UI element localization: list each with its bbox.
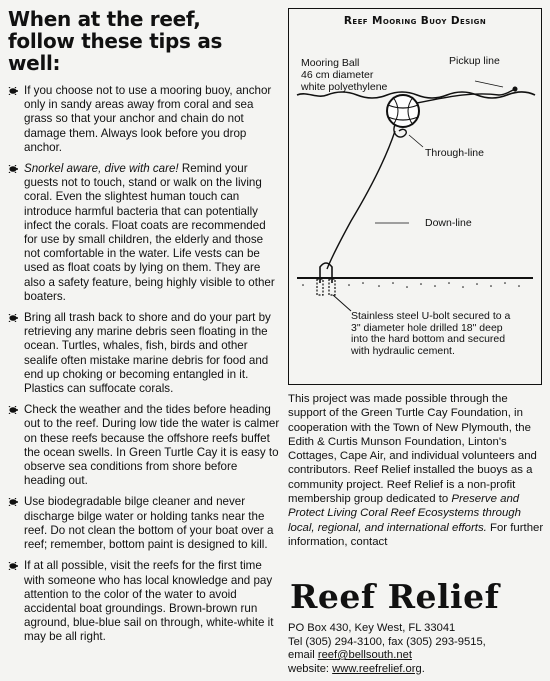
tip-text: If at all possible, visit the reefs for the first time with someone who has local knowledge and pay attention to the color of the water to avoid accidental boat groundings. Brown-brown run aground, blue-blue sail on through, white-white it may be all right. — [24, 559, 274, 644]
diagram-title: Reef Mooring Buoy Design — [343, 15, 487, 27]
u-bolt-label: Stainless steel U-bolt secured to a 3" diameter hole drilled 18" deep into the hard bottom and secured with hydraulic cement. — [351, 310, 511, 357]
contact-email: email reef@bellsouth.net — [288, 649, 412, 661]
email-link[interactable]: reef@bellsouth.net — [317, 649, 412, 661]
tip-text: Check the weather and the tides before heading out to the reef. During low tide the water is calmer on these reefs because the offshore reefs buffet the ocean swells. In Green Turtle Cay it is easy to observe sea conditions from shore before heading out. — [24, 403, 280, 488]
tip-local-knowledge — [8, 559, 280, 644]
tips-heading — [8, 8, 280, 74]
contact-info — [288, 622, 544, 676]
project-description — [288, 392, 544, 549]
mooring-ball-label: Mooring Ball 46 cm diameter white polyethylene — [301, 57, 388, 93]
pickup-line-label: Pickup line — [449, 55, 500, 67]
tip-text: Bring all trash back to shore and do your part by retrieving any marine debris seen floating in the ocean. Turtles, whales, fish, birds and other sealife often mistake marine debris for food and end up choking or becoming entangled in it. Plastics can suffocate corals. — [24, 311, 271, 396]
tip-lead: Snorkel aware, dive with care! — [24, 162, 179, 176]
tip-bilge — [8, 495, 280, 552]
tips-list — [8, 84, 280, 645]
tip-text: Use biodegradable bilge cleaner and never discharge bilge water or holding tanks near the reef. Do not clean the bottom of your boat over a reef; remember, bottom paint is designed to kill. — [24, 495, 274, 552]
tips-heading-line2: follow these tips as well: — [8, 29, 223, 75]
tips-heading-line1: When at the reef, — [8, 7, 201, 31]
tip-weather — [8, 403, 280, 488]
turtle-bullet-icon — [8, 314, 18, 322]
website-link[interactable]: www.reefrelief.org — [332, 662, 422, 675]
turtle-bullet-icon — [8, 406, 18, 414]
contact-address: PO Box 430, Key West, FL 33041 — [288, 622, 456, 634]
pickup-line — [417, 89, 515, 103]
turtle-bullet-icon — [8, 562, 18, 570]
tip-anchor — [8, 84, 280, 155]
logo-text: Reef Relief — [290, 578, 500, 614]
tip-snorkel — [8, 162, 280, 304]
turtle-bullet-icon — [8, 165, 18, 173]
mission-statement: Preserve and Protect Living Coral Reef Ecosystems through local, regional, and international efforts. — [288, 493, 521, 534]
turtle-bullet-icon — [8, 498, 18, 506]
tip-text: If you choose not to use a mooring buoy, anchor only in sandy areas away from coral and sea grass so that your anchor and chain do not damage them. Always look before you drop anchor. — [24, 84, 272, 154]
mooring-buoy-diagram-box — [288, 8, 542, 385]
project-paragraph: This project was made possible through the support of the Green Turtle Cay Foundation, in cooperation with the Town of New Plymouth, the Edith & Curtis Munson Foundation, Linton's Cottages, Cape Air, and individual volunteers and contributors. Reef Relief installed the buoys as a community project. Reef Relief is a non-profit membership group dedicated to Preserve and Protect Living Coral Reef Ecosystems through local, regional, and international efforts. For further information, contact — [288, 393, 544, 548]
tips-column — [8, 8, 280, 652]
mooring-ball-icon — [387, 95, 419, 127]
turtle-bullet-icon — [8, 87, 18, 95]
reef-relief-logo-icon — [288, 578, 544, 614]
tip-text: Remind your guests not to touch, stand or walk on the living coral. Even the slightest human touch can introduce harmful bacteria that can potentially infect the corals. Float coats are recommended for use by small children, the elderly and those not comfortable in the water. Life vests can be used as float coats by lying on them. They are also a safety feature, being highly visible to other boaters. — [24, 162, 275, 303]
tip-trash — [8, 311, 280, 396]
contact-phone: Tel (305) 294-3100, fax (305) 293-9515, — [288, 635, 486, 648]
down-line — [327, 131, 395, 269]
reef-relief-logo — [288, 578, 544, 614]
down-line-label: Down-line — [425, 217, 472, 229]
contact-website: website: www.reefrelief.org. — [288, 662, 425, 675]
through-line-label: Through-line — [425, 147, 484, 159]
